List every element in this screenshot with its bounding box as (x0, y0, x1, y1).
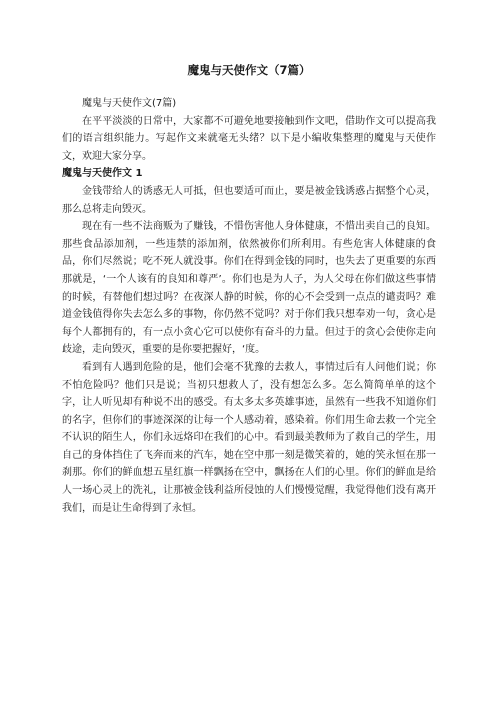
document-page (62, 62, 436, 517)
section-heading: 魔鬼与天使作文 1 (62, 168, 143, 180)
body-paragraph-3: 看到有人遇到危险的是，他们会毫不犹豫的去救人，事情过后有人问他们说；你不怕危险吗？他们只是说；当初只想救人了，没有想怎么多。怎么简简单单的这个字，让人听见却有种说不出的感受。有太多太多英雄事迹，虽然有一些我不知道你们的名字，但你们的事迹深深的让每一个人感动着，感染着。你们用生命去救一个完全不认识的陌生人，你们永远烙印在我们的心中。看到最美教师为了救自己的学生，用自己的身体挡住了飞奔而来的汽车，她在空中那一刻是微笑着的，她的笑永恒在那一刹那。你们的鲜血想五星红旗一样飘扬在空中，飘扬在人们的心里。你们的鲜血是给人一场心灵上的洗礼，让那被金钱利益所侵蚀的人们慢慢觉醒，我觉得他们没有离开我们，而是让生命得到了永恒。 (62, 361, 436, 514)
document-subtitle: 魔鬼与天使作文(7篇) (82, 98, 177, 109)
body-paragraph-1: 金钱带给人的诱惑无人可抵，但也要适可而止，要是被金钱诱惑占据整个心灵，那么总将走向毁灭。 (62, 185, 436, 215)
document-title: 魔鬼与天使作文（7篇） (187, 63, 311, 77)
body-paragraph-2: 现在有一些不法商贩为了赚钱，不惜伤害他人身体健康，不惜出卖自己的良知。那些食品添加剂，一些违禁的添加剂，依然被你们所利用。有些危害人体健康的食品，你们尽然说；吃不死人就没事。你们在得到金钱的同时，也失去了更重要的东西那就是，‘一个人该有的良知和尊严’。你们也是为人子，为人父母在你们做这些事情的时候，有替他们想过吗？在夜深人静的时候，你的心不会受到一点点的谴责吗？难道金钱值得你失去怎么多的事物，你仍然不觉吗？对于你们我只想奉劝一句，贪心是每个人都拥有的，有一点小贪心它可以使你有奋斗的力量。但过于的贪心会使你走向歧途，走向毁灭，重要的是你要把握好，‘度。 (62, 221, 436, 356)
intro-paragraph: 在平平淡淡的日常中，大家都不可避免地要接触到作文吧，借助作文可以提高我们的语言组织能力。写起作文来就毫无头绪？以下是小编收集整理的魔鬼与天使作文，欢迎大家分享。 (62, 115, 436, 162)
